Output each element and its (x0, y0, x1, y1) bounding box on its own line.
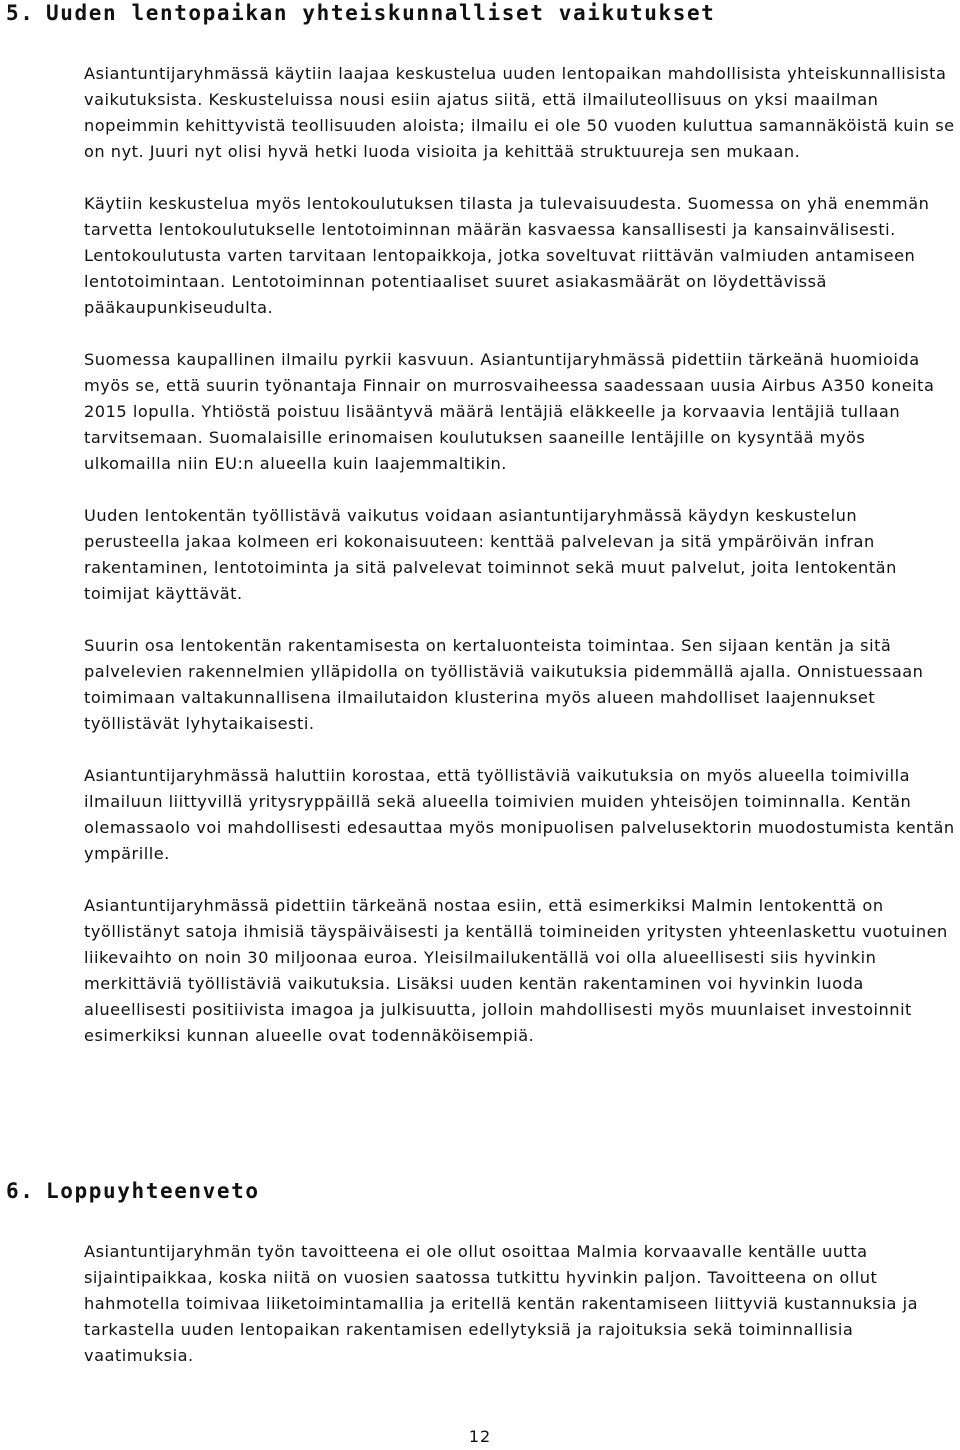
section-body-6 (84, 1239, 956, 1395)
paragraph: Suomessa kaupallinen ilmailu pyrkii kasvuun. Asiantuntijaryhmässä pidettiin tärkeänä huomioida myös se, että suurin työnantaja Finnair on murrosvaiheessa saadessaan uusia Airbus A350 koneita 2015 lopulla. Yhtiöstä poistuu lisääntyvä määrä lentäjiä eläkkeelle ja korvaavia lentäjiä tullaan tarvitsemaan. Suomalaisille erinomaisen koulutuksen saaneille lentäjille on kysyntää myös ulkomailla niin EU:n alueella kuin laajemmaltikin. (84, 350, 935, 473)
paragraph: Asiantuntijaryhmän työn tavoitteena ei ole ollut osoittaa Malmia korvaavalle kentälle uutta sijaintipaikkaa, koska niitä on vuosien saatossa tutkittu hyvinkin paljon. Tavoitteena on ollut hahmotella toimivaa liiketoimintamallia ja eritellä kentän rakentamiseen liittyviä kustannuksia ja tarkastella uuden lentopaikan rakentamisen edellytyksiä ja rajoituksia sekä toiminnallisia vaatimuksia. (84, 1242, 919, 1365)
paragraph: Suurin osa lentokentän rakentamisesta on kertaluonteista toimintaa. Sen sijaan kentän ja sitä palvelevien rakennelmien ylläpidolla on työllistäviä vaikutuksia pidemmällä ajalla. Onnistuessaan toimimaan valtakunnallisena ilmailutaidon klusterina myös alueen mahdolliset laajennukset työllistävät lyhytaikaisesti. (84, 636, 924, 733)
paragraph: Asiantuntijaryhmässä pidettiin tärkeänä nostaa esiin, että esimerkiksi Malmin lentokenttä on työllistänyt satoja ihmisiä täyspäiväisesti ja kentällä toimineiden yritysten yhteenlaskettu vuotuinen liikevaihto on noin 30 miljoonaa euroa. Yleisilmailukentällä voi olla alueellisesti siis hyvinkin merkittäviä työllistäviä vaikutuksia. Lisäksi uuden kentän rakentaminen voi hyvinkin luoda alueellisesti positiivista imagoa ja julkisuutta, jolloin mahdollisesti myös muunlaiset investoinnit esimerkiksi kunnan alueelle ovat todennäköisempiä. (84, 896, 948, 1045)
paragraph: Asiantuntijaryhmässä käytiin laajaa keskustelua uuden lentopaikan mahdollisista yhteiskunnallisista vaikutuksista. Keskusteluissa nousi esiin ajatus siitä, että ilmailuteollisuus on yksi maailman nopeimmin kehittyvistä teollisuuden aloista; ilmailu ei ole 50 vuoden kuluttua samannäköistä kuin se on nyt. Juuri nyt olisi hyvä hetki luoda visioita ja kehittää struktuureja sen mukaan. (84, 64, 955, 161)
paragraph: Uuden lentokentän työllistävä vaikutus voidaan asiantuntijaryhmässä käydyn keskustelun perusteella jakaa kolmeen eri kokonaisuuteen: kenttää palvelevan ja sitä ympäröivän infran rakentaminen, lentotoiminta ja sitä palvelevat toiminnot sekä muut palvelut, joita lentokentän toimijat käyttävät. (84, 506, 897, 603)
section-title: Uuden lentopaikan yhteiskunnalliset vaikutukset (46, 1, 716, 25)
section-number: 5. (6, 1, 35, 25)
section-body-5 (84, 61, 956, 1075)
section-heading-5 (6, 0, 715, 26)
section-title: Loppuyhteenveto (46, 1179, 260, 1203)
paragraph: Asiantuntijaryhmässä haluttiin korostaa, että työllistäviä vaikutuksia on myös alueella toimivilla ilmailuun liittyvillä yritysryppäillä sekä alueella toimivien muiden yhteisöjen toiminnalla. Kentän olemassaolo voi mahdollisesti edesauttaa myös monipuolisen palvelusektorin muodostumista kentän ympärille. (84, 766, 955, 863)
page-number: 12 (468, 1427, 492, 1446)
paragraph: Käytiin keskustelua myös lentokoulutuksen tilasta ja tulevaisuudesta. Suomessa on yhä enemmän tarvetta lentokoulutukselle lentotoiminnan määrän kasvaessa kansallisesti ja kansainvälisesti. Lentokoulutusta varten tarvitaan lentopaikkoja, jotka soveltuvat riittävän valmiuden antamiseen lentotoimintaan. Lentotoiminnan potentiaaliset suuret asiakasmäärät on löydettävissä pääkaupunkiseudulta. (84, 194, 930, 317)
section-heading-6 (6, 1178, 260, 1204)
section-number: 6. (6, 1179, 35, 1203)
